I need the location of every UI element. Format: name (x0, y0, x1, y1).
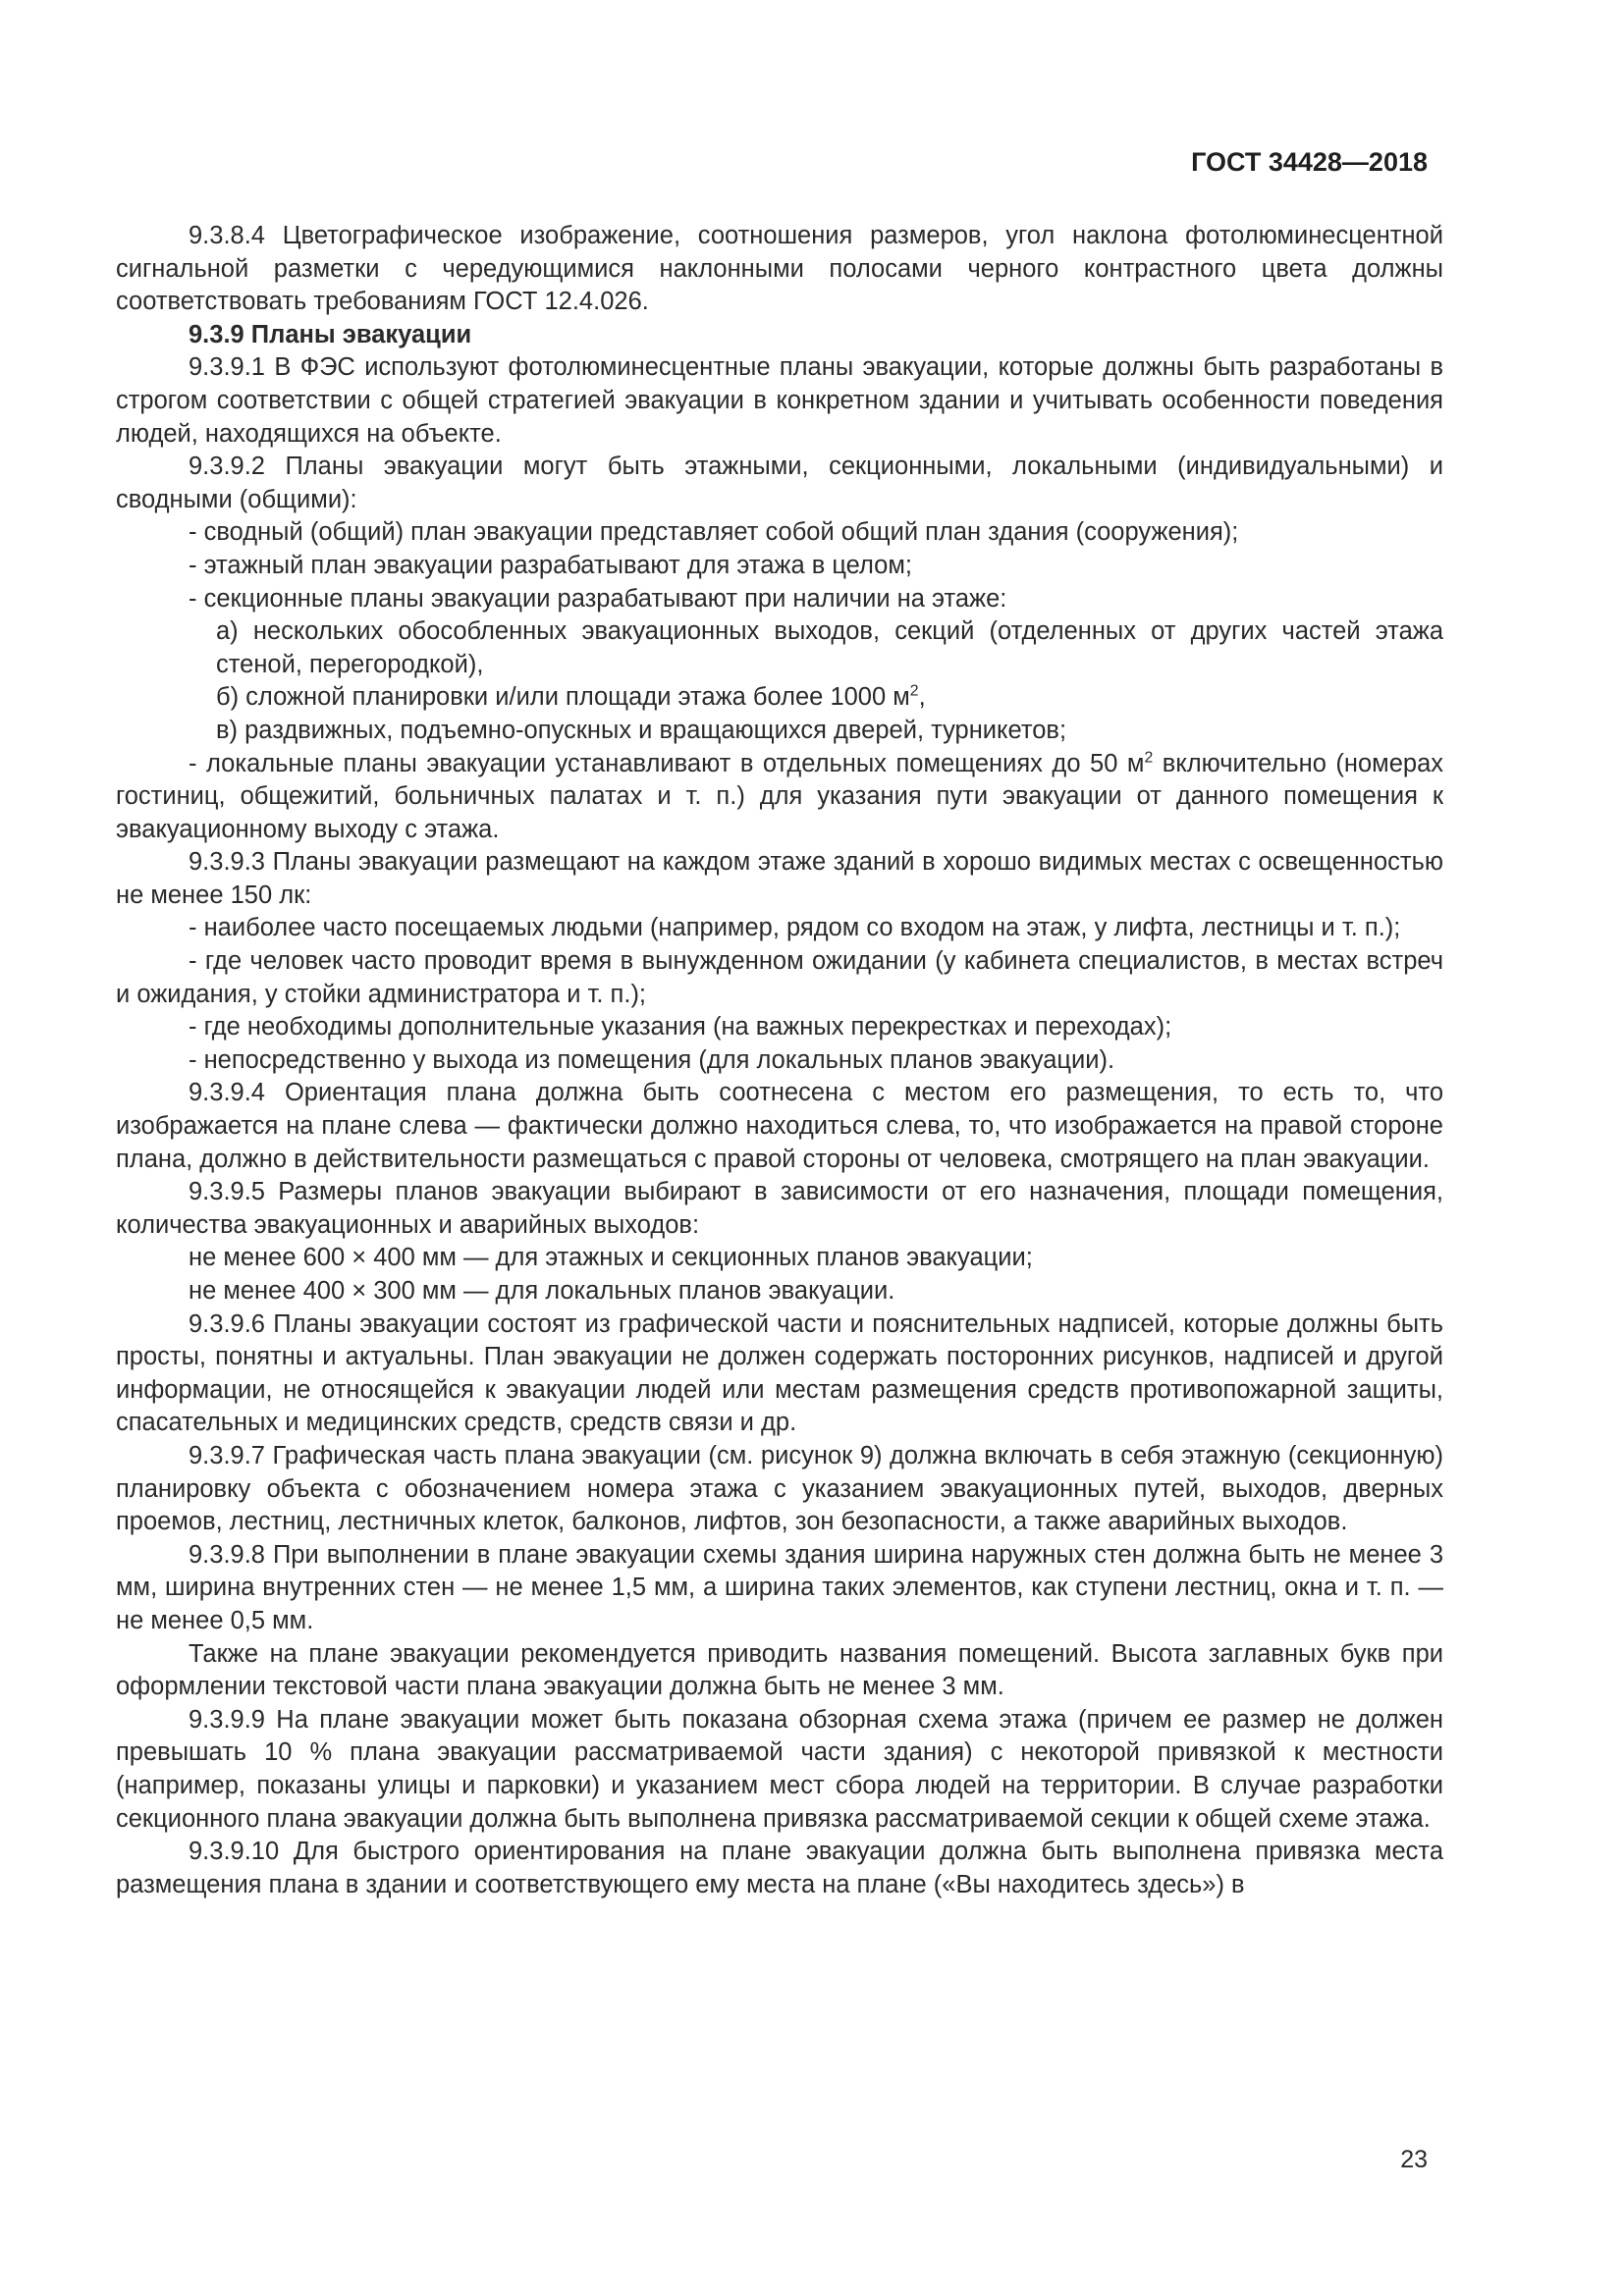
list-item-svodny: - сводный (общий) план эвакуации представляет собой общий план здания (сооружения); (189, 518, 1239, 547)
list-item-poseshchaemyh: - наиболее часто посещаемых людьми (например, рядом со входом на этаж, у лифта, лестницы и т. п.); (189, 914, 1401, 942)
list-item-ukazaniya: - где необходимы дополнительные указания (на важных перекрестках и переходах); (189, 1013, 1172, 1041)
list-item-lokalnye-text-1: - локальные планы эвакуации устанавливают в отдельных помещениях до 50 м (189, 749, 1145, 777)
paragraph-9-3-9-2: 9.3.9.2 Планы эвакуации могут быть этажными, секционными, локальными (индивидуальными) и сводными (общими): (116, 453, 1443, 513)
size-item-1: не менее 600 × 400 мм — для этажных и секционных планов эвакуации; (189, 1244, 1033, 1272)
size-item-2: не менее 400 × 300 мм — для локальных планов эвакуации. (189, 1277, 895, 1305)
standard-header: ГОСТ 34428—2018 (1191, 147, 1428, 177)
list-item-lokalnye-text-2: включительно (номерах гостиниц, общежитий, больничных палатах и т. п.) для указания пути эвакуации от данного помещения к эвакуационному выходу с этажа. (116, 749, 1444, 843)
paragraph-9-3-9-8: 9.3.9.8 При выполнении в плане эвакуации схемы здания ширина наружных стен должна быть не менее 3 мм, ширина внутренних стен — не менее 1,5 мм, а ширина таких элементов, как ступени лестниц, окна и т. п. — не менее 0,5 мм. (116, 1540, 1443, 1634)
paragraph-9-3-9-3: 9.3.9.3 Планы эвакуации размещают на каждом этаже зданий в хорошо видимых местах с освещенностью не менее 150 лк: (116, 848, 1443, 909)
paragraph-9-3-9-1: 9.3.9.1 В ФЭС используют фотолюминесцентные планы эвакуации, которые должны быть разработаны в строгом соответствии с общей стратегией эвакуации в конкретном здании и учитывать особенности поведения людей, находящихся на объекте. (116, 353, 1443, 448)
list-item-etazhny: - этажный план эвакуации разрабатывают для этажа в целом; (189, 551, 912, 579)
paragraph-takzhe: Также на плане эвакуации рекомендуется приводить названия помещений. Высота заглавных букв при оформлении текстовой части плана эвакуации должна быть не менее 3 мм. (116, 1639, 1443, 1701)
sub-item-b-end: , (918, 683, 926, 712)
paragraph-9-3-9-9: 9.3.9.9 На плане эвакуации может быть показана обзорная схема этажа (причем ее размер не должен превышать 10 % плана эвакуации рассматриваемой части здания) с некоторой привязкой к местности (например, показаны улицы и парковки) и указанием мест сбора людей на территории. В случае разработки секционного плана эвакуации должна быть выполнена привязка рассматриваемой секции к общей схеме этажа. (116, 1705, 1443, 1833)
sub-item-b-superscript: 2 (909, 682, 919, 700)
document-body (116, 220, 1443, 1901)
sub-item-a: а) нескольких обособленных эвакуационных выходов, секций (отделенных от других частей этажа стеной, перегородкой), (216, 617, 1443, 678)
paragraph-9-3-9-4: 9.3.9.4 Ориентация плана должна быть соотнесена с местом его размещения, то есть то, что изображается на плане слева — фактически должно находиться слева, то, что изображается на правой стороне плана, должно в действительности размещаться с правой стороны от человека, смотрящего на план эвакуации. (116, 1079, 1443, 1173)
sub-item-v: в) раздвижных, подъемно-опускных и вращающихся дверей, турникетов; (216, 716, 1067, 744)
section-heading-9-3-9: 9.3.9 Планы эвакуации (189, 320, 472, 348)
paragraph-9-3-9-10: 9.3.9.10 Для быстрого ориентирования на плане эвакуации должна быть выполнена привязка места размещения плана в здании и соответствующего ему места на плане («Вы находитесь здесь») в (116, 1838, 1443, 1898)
page-number: 23 (1400, 2146, 1428, 2173)
paragraph-9-3-9-7: 9.3.9.7 Графическая часть плана эвакуации (см. рисунок 9) должна включать в себя этажную (секционную) планировку объекта с обозначением номера этажа с указанием эвакуационных путей, выходов, дверных проемов, лестниц, лестничных клеток, балконов, лифтов, зон безопасности, а также аварийных выходов. (116, 1441, 1443, 1536)
list-item-lokalnye-superscript: 2 (1144, 749, 1154, 766)
sub-item-b-text: б) сложной планировки и/или площади этажа более 1000 м (216, 683, 910, 712)
list-item-sektsionnye: - секционные планы эвакуации разрабатывают при наличии на этаже: (189, 584, 1007, 613)
sub-item-b (116, 681, 1443, 715)
paragraph-9-3-8-4: 9.3.8.4 Цветографическое изображение, соотношения размеров, угол наклона фотолюминесцентной сигнальной разметки с чередующимися наклонными полосами черного контрастного цвета должны соответствовать требованиям ГОСТ 12.4.026. (116, 222, 1443, 316)
paragraph-9-3-9-5: 9.3.9.5 Размеры планов эвакуации выбирают в зависимости от его назначения, площади помещения, количества эвакуационных и аварийных выходов: (116, 1178, 1443, 1239)
list-item-vyhod: - непосредственно у выхода из помещения (для локальных планов эвакуации). (189, 1045, 1115, 1074)
list-item-lokalnye (116, 748, 1443, 847)
paragraph-9-3-9-6: 9.3.9.6 Планы эвакуации состоят из графической части и пояснительных надписей, которые должны быть просты, понятны и актуальны. План эвакуации не должен содержать посторонних рисунков, надписей и другой информации, не относящейся к эвакуации людей или местам размещения средств противопожарной защиты, спасательных и медицинских средств, средств связи и др. (116, 1309, 1443, 1437)
list-item-ozhidanie: - где человек часто проводит время в вынужденном ожидании (у кабинета специалистов, в местах встреч и ожидания, у стойки администратора и т. п.); (116, 947, 1443, 1008)
